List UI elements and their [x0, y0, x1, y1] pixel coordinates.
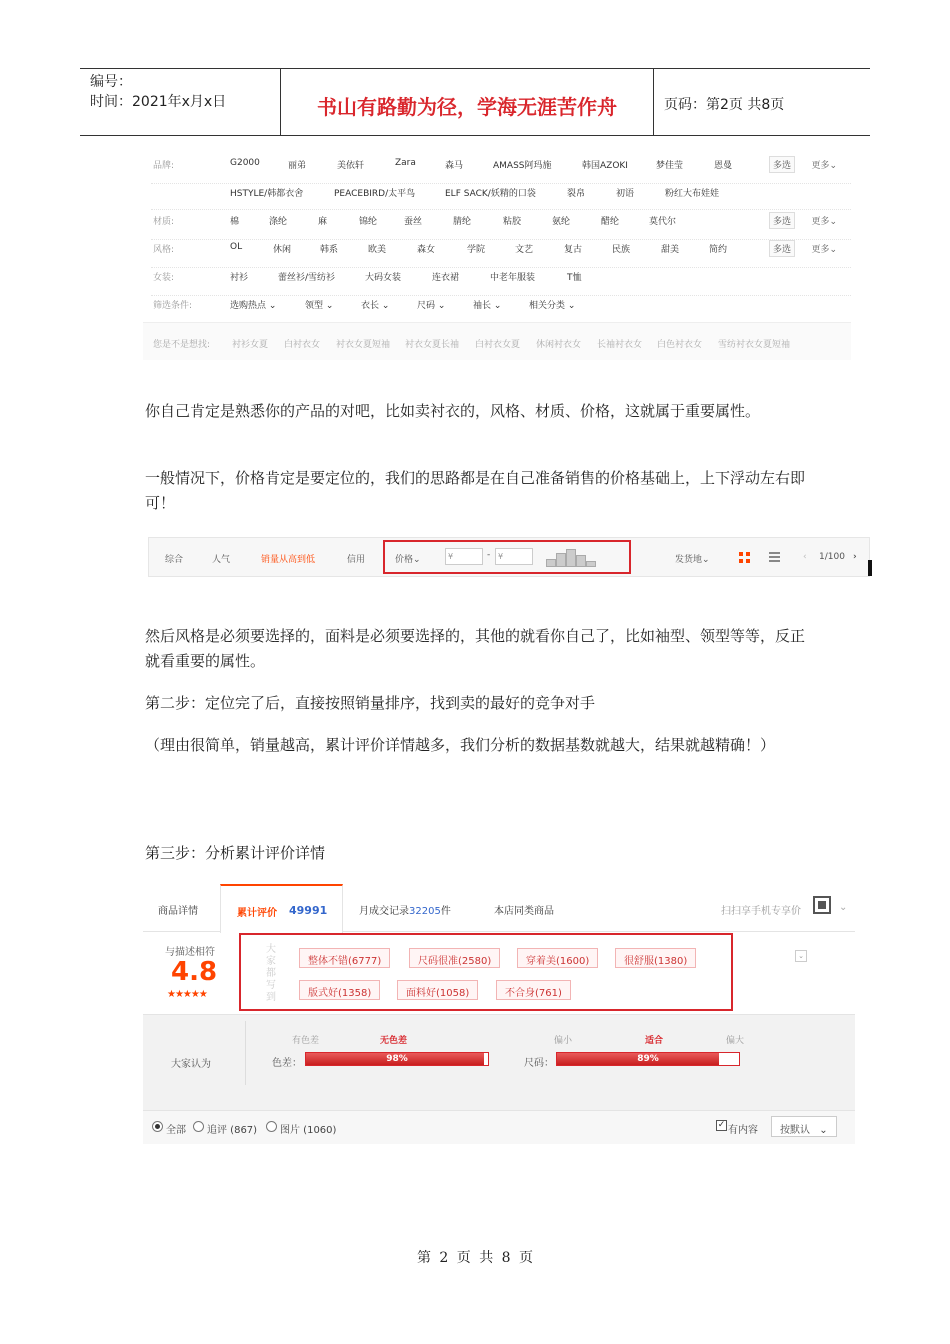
radio-pictures[interactable] — [266, 1121, 277, 1132]
chevron-down-icon: ⌄ — [829, 217, 837, 227]
multi-select-button[interactable]: 多选 — [769, 212, 795, 229]
sort-popularity[interactable]: 人气 — [212, 555, 231, 565]
price-max-input[interactable]: ¥ — [495, 548, 533, 565]
page-label: 页码：第2页 共8页 — [664, 97, 785, 113]
review-tag[interactable]: 很舒服(1380) — [615, 948, 696, 968]
color-scale-low: 有色差 — [292, 1036, 320, 1046]
filter-dropdown[interactable]: 相关分类 ⌄ — [529, 301, 576, 311]
filter-item[interactable]: 腈纶 — [453, 217, 472, 227]
paragraph: 第三步：分析累计评价详情 — [145, 844, 326, 862]
header-motto-cell — [281, 69, 654, 135]
filter-item[interactable]: 甜美 — [661, 245, 680, 255]
filter-row-style — [151, 242, 851, 268]
time-label: 时间：2021年x月x日 — [90, 94, 227, 110]
filter-item[interactable]: PEACEBIRD/太平鸟 — [334, 189, 416, 199]
score-label: 与描述相符 — [165, 947, 215, 958]
multi-select-button[interactable]: 多选 — [769, 156, 795, 173]
filter-item[interactable]: 棉 — [230, 217, 240, 227]
filter-item[interactable]: 莫代尔 — [649, 217, 677, 227]
review-tag[interactable]: 不合身(761) — [496, 980, 571, 1000]
chevron-down-icon: ⌄ — [819, 1125, 828, 1136]
filter-dropdown[interactable]: 尺码 ⌄ — [417, 301, 446, 311]
consensus-label: 大家认为 — [171, 1059, 211, 1070]
document-header — [80, 68, 870, 136]
filter-label: 筛选条件: — [153, 301, 193, 311]
filter-item[interactable]: 麻 — [318, 217, 328, 227]
score-box — [143, 933, 238, 1013]
filter-item[interactable]: 涤纶 — [269, 217, 288, 227]
sort-credit[interactable]: 信用 — [347, 555, 366, 565]
filter-item[interactable]: 连衣裙 — [432, 273, 460, 283]
filter-item[interactable]: 美依轩 — [337, 161, 365, 171]
color-scale-high: 无色差 — [380, 1036, 408, 1046]
filter-label: 品牌: — [153, 161, 175, 171]
star-rating-icon: ★★★★★ — [167, 989, 207, 1000]
sort-select[interactable]: 按默认 ⌄ — [771, 1116, 837, 1137]
filter-item[interactable]: 文艺 — [515, 245, 534, 255]
filter-item[interactable]: ELF SACK/妖精的口袋 — [445, 189, 536, 199]
filter-item[interactable]: 韩国AZOKI — [582, 161, 628, 171]
guess-item[interactable]: 休闲衬衣女 — [536, 340, 582, 350]
multi-select-button[interactable]: 多选 — [769, 240, 795, 257]
header-page-cell — [654, 69, 870, 135]
filter-row-brand-2 — [151, 186, 851, 210]
page-footer: 第 2 页 共 8 页 — [416, 1250, 534, 1266]
size-meter — [556, 1052, 740, 1066]
chevron-down-icon[interactable]: ⌄ — [839, 902, 848, 913]
sort-composite[interactable]: 综合 — [165, 555, 184, 565]
radio-all[interactable] — [152, 1121, 163, 1132]
filter-row-brand — [151, 158, 851, 184]
filter-label: 材质: — [153, 217, 175, 227]
qr-code-icon[interactable] — [813, 896, 831, 914]
color-diff-label: 色差： — [272, 1058, 302, 1069]
filter-item[interactable]: 蚕丝 — [404, 217, 423, 227]
chevron-down-icon: ⌄ — [381, 301, 390, 311]
size-scale-fit: 适合 — [645, 1036, 664, 1046]
filter-item[interactable]: AMASS阿玛施 — [493, 161, 552, 171]
tab-reviews-label: 累计评价 — [237, 908, 277, 919]
everyone-wrote-label: 大家都写到 — [266, 944, 276, 1003]
filter-item[interactable]: 中老年服装 — [490, 273, 536, 283]
size-scale-large: 偏大 — [726, 1036, 745, 1046]
filter-dropdown[interactable]: 领型 ⌄ — [305, 301, 334, 311]
score-value: 4.8 — [171, 957, 218, 987]
filter-item[interactable]: OL — [230, 242, 243, 252]
radio-append-label: 追评 (867) — [207, 1125, 258, 1136]
guess-item[interactable]: 衬衫女夏 — [232, 340, 269, 350]
guess-suggestions — [143, 322, 851, 360]
list-view-icon[interactable] — [769, 552, 780, 562]
price-min-input[interactable]: ¥ — [445, 548, 483, 565]
paragraph: （理由很简单，销量越高，累计评价详情越多，我们分析的数据基数就越大，结果就越精确！） — [145, 736, 776, 754]
size-label: 尺码： — [524, 1058, 554, 1069]
filter-row-material — [151, 214, 851, 240]
filter-item[interactable]: 复古 — [564, 245, 583, 255]
tab-details[interactable]: 商品详情 — [158, 906, 198, 917]
filter-row-conditions — [151, 298, 851, 322]
prev-page-icon[interactable]: ‹ — [803, 552, 807, 562]
review-tabs — [143, 884, 855, 932]
guess-item[interactable]: 白衬衣女 — [284, 340, 321, 350]
number-label: 编号： — [90, 74, 132, 90]
size-scale-small: 偏小 — [554, 1036, 573, 1046]
motto: 书山有路勤为径，学海无涯苦作舟 — [317, 95, 617, 119]
filter-item[interactable]: 粘胶 — [503, 217, 522, 227]
filter-item[interactable]: 大码女装 — [365, 273, 402, 283]
filter-item[interactable]: Zara — [395, 158, 416, 168]
filter-item[interactable]: 韩系 — [320, 245, 339, 255]
radio-all-label: 全部 — [166, 1125, 186, 1136]
filter-item[interactable]: 梦佳莹 — [656, 161, 684, 171]
filter-item[interactable]: 衬衫 — [230, 273, 249, 283]
page-indicator: 1/100 — [819, 552, 845, 562]
price-dropdown[interactable]: 价格⌄ — [395, 555, 421, 565]
price-distribution-icon[interactable] — [546, 547, 606, 567]
filter-item[interactable]: 民族 — [612, 245, 631, 255]
chevron-down-icon: ⌄ — [567, 301, 576, 311]
guess-item[interactable]: 衬衣女夏长袖 — [405, 340, 460, 350]
consensus-panel — [143, 1014, 855, 1110]
filter-item[interactable]: 学院 — [467, 245, 486, 255]
next-page-icon[interactable]: › — [853, 552, 857, 562]
guess-item[interactable]: 雪纺衬衣女夏短袖 — [718, 340, 791, 350]
chevron-down-icon: ⌄ — [437, 301, 446, 311]
color-meter-value: 98% — [386, 1054, 408, 1064]
filter-item[interactable]: 粉红大布娃娃 — [665, 189, 720, 199]
chevron-down-icon: ⌄ — [325, 301, 334, 311]
more-button[interactable]: 更多⌄ — [811, 161, 837, 171]
tab-reviews[interactable] — [220, 884, 343, 933]
more-button[interactable]: 更多⌄ — [811, 217, 837, 227]
paragraph: 一般情况下，价格肯定是要定位的，我们的思路都是在自己准备销售的价格基础上，上下浮动左右即可！ — [145, 469, 806, 512]
filter-dropdown[interactable]: 袖长 ⌄ — [473, 301, 502, 311]
reviews-screenshot — [143, 884, 855, 1144]
chevron-down-icon: ⌄ — [829, 245, 837, 255]
filter-item[interactable]: 裂帛 — [567, 189, 586, 199]
filter-item[interactable]: G2000 — [230, 158, 260, 168]
radio-append[interactable] — [193, 1121, 204, 1132]
filter-dropdown[interactable]: 衣长 ⌄ — [361, 301, 390, 311]
radio-pictures-label: 图片 (1060) — [280, 1125, 337, 1136]
paragraph: 第二步：定位完了后，直接按照销量排序，找到卖的最好的竞争对手 — [145, 694, 596, 712]
divider — [245, 1021, 246, 1085]
filter-item[interactable]: 休闲 — [273, 245, 292, 255]
filter-item[interactable]: 丽弟 — [288, 161, 307, 171]
guess-item[interactable]: 衬衣女夏短袖 — [336, 340, 391, 350]
filter-item[interactable]: 恩曼 — [714, 161, 733, 171]
filter-item[interactable]: 简约 — [709, 245, 728, 255]
filter-panel-screenshot — [143, 146, 851, 362]
has-content-checkbox[interactable]: ✓ — [717, 1120, 726, 1130]
tab-monthly[interactable]: 月成交记录32205件 — [359, 906, 451, 917]
has-content-label: 有内容 — [728, 1125, 758, 1136]
filter-item[interactable]: 锦纶 — [359, 217, 378, 227]
chevron-down-icon: ⌄ — [268, 301, 277, 311]
filter-label: 女装: — [153, 273, 175, 283]
review-tag[interactable]: 版式好(1358) — [299, 980, 380, 1000]
guess-item[interactable]: 白衬衣女夏 — [475, 340, 521, 350]
tab-reviews-count: 49991 — [289, 904, 328, 917]
chevron-down-icon: ⌄ — [493, 301, 502, 311]
color-meter — [305, 1052, 489, 1066]
paragraph: 然后风格是必须要选择的，面料是必须要选择的，其他的就看你自己了，比如袖型、领型等等，反正就看重要的属性。 — [145, 627, 806, 670]
header-info-cell — [80, 69, 281, 135]
review-tag[interactable]: 整体不错(6777) — [299, 948, 390, 968]
filter-item[interactable]: 森女 — [417, 245, 436, 255]
expand-icon[interactable]: ⌄ — [795, 950, 807, 962]
filter-item[interactable]: 森马 — [445, 161, 464, 171]
filter-item[interactable]: T恤 — [567, 273, 582, 283]
chevron-down-icon: ⌄ — [829, 161, 837, 171]
edge-mark — [868, 560, 872, 576]
scan-label[interactable]: 扫扫享手机专享价 — [721, 906, 801, 917]
review-tag[interactable]: 面料好(1058) — [397, 980, 478, 1000]
filter-dropdown[interactable]: 选购热点 ⌄ — [230, 301, 277, 311]
tab-same-store[interactable]: 本店同类商品 — [494, 906, 554, 917]
filter-item[interactable]: 初语 — [616, 189, 635, 199]
filter-row-womenswear — [151, 270, 851, 296]
review-tag[interactable]: 尺码很准(2580) — [409, 948, 500, 968]
filter-item[interactable]: 醋纶 — [601, 217, 620, 227]
chevron-down-icon: ⌄ — [702, 555, 710, 565]
guess-item[interactable]: 白色衬衣女 — [657, 340, 703, 350]
review-filter-bar — [143, 1110, 855, 1144]
filter-item[interactable]: HSTYLE/韩都衣舍 — [230, 189, 304, 199]
more-button[interactable]: 更多⌄ — [811, 245, 837, 255]
chevron-down-icon: ⌄ — [413, 555, 421, 565]
paragraph: 你自己肯定是熟悉你的产品的对吧，比如卖衬衣的，风格、材质、价格，这就属于重要属性。 — [145, 402, 761, 420]
sort-bar-screenshot — [148, 537, 870, 577]
review-tag[interactable]: 穿着美(1600) — [517, 948, 598, 968]
grid-view-icon[interactable] — [739, 552, 750, 563]
filter-label: 风格: — [153, 245, 175, 255]
filter-item[interactable]: 欧美 — [368, 245, 387, 255]
guess-item[interactable]: 长袖衬衣女 — [597, 340, 643, 350]
guess-label: 您是不是想找: — [153, 340, 211, 350]
filter-item[interactable]: 蕾丝衫/雪纺衫 — [278, 273, 336, 283]
price-separator: - — [487, 550, 491, 560]
filter-item[interactable]: 氨纶 — [552, 217, 571, 227]
size-meter-value: 89% — [637, 1054, 659, 1064]
ship-from-dropdown[interactable]: 发货地⌄ — [675, 555, 710, 565]
sort-sales-desc[interactable]: 销量从高到低 — [261, 555, 316, 565]
